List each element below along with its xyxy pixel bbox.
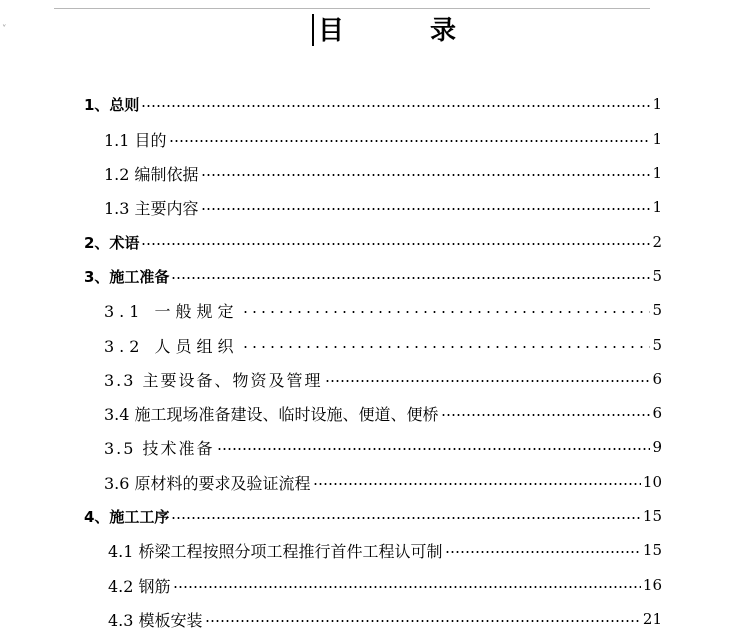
toc-entry-page: 1	[652, 164, 662, 182]
toc-entry-page: 5	[652, 267, 662, 285]
toc-leader	[169, 140, 651, 142]
toc-leader	[141, 243, 650, 245]
toc-entry-label: 3.6 原材料的要求及验证流程	[104, 473, 311, 493]
toc-entry-page: 16	[642, 576, 662, 594]
toc-entry-label: 4.2 钢筋	[108, 576, 171, 596]
toc-entry-label: 4.1 桥梁工程按照分项工程推行首件工程认可制	[108, 541, 443, 561]
toc-entry[interactable]	[104, 161, 662, 185]
toc-entry-page: 2	[652, 233, 662, 251]
toc-leader	[205, 620, 641, 622]
toc-entry[interactable]	[104, 333, 662, 357]
toc-entry-label: 1.3 主要内容	[104, 198, 199, 218]
toc-entry-label: 3.3 主要设备、物资及管理	[104, 370, 323, 390]
toc-leader	[173, 586, 641, 588]
toc-entry-label: 1.2 编制依据	[104, 164, 199, 184]
toc-entry-label: 3.4 施工现场准备建设、临时设施、便道、便桥	[104, 404, 439, 424]
toc-entry-label: 3、施工准备	[84, 267, 170, 286]
toc-leader	[241, 311, 651, 313]
toc-entry[interactable]	[84, 264, 662, 288]
toc-entry-label: 2、术语	[84, 233, 140, 252]
toc-entry[interactable]	[84, 504, 662, 528]
toc-leader	[217, 448, 651, 450]
toc-entry-label: 4.3 模板安装	[108, 610, 203, 630]
toc-entry[interactable]	[104, 195, 662, 219]
toc-entry[interactable]	[108, 538, 662, 562]
text-cursor	[312, 14, 314, 46]
toc-leader	[241, 346, 651, 348]
toc-entry-label: 3.5 技术准备	[104, 438, 215, 458]
toc-entry[interactable]	[104, 470, 662, 494]
toc-leader	[171, 277, 650, 279]
toc-leader	[201, 174, 651, 176]
toc-leader	[445, 551, 641, 553]
toc-leader	[171, 517, 640, 519]
toc-leader	[201, 208, 651, 210]
toc-leader	[325, 380, 651, 382]
toc-entry[interactable]	[84, 230, 662, 254]
toc-entry-page: 1	[652, 198, 662, 216]
toc-entry-page: 6	[652, 370, 662, 388]
toc-entry[interactable]	[108, 573, 662, 597]
toc-entry-page: 5	[652, 301, 662, 319]
toc-entry-label: 1.1 目的	[104, 130, 167, 150]
toc-entry-page: 15	[642, 541, 662, 559]
toc-entry-label: 3.2 人员组织	[104, 336, 239, 356]
toc-entry-page: 10	[642, 473, 662, 491]
toc-entry-page: 1	[652, 130, 662, 148]
toc-entry[interactable]	[84, 92, 662, 116]
toc-entry[interactable]	[104, 127, 662, 151]
toc-entry-page: 6	[652, 404, 662, 422]
toc-entry[interactable]	[108, 607, 662, 631]
toc-entry-page: 21	[642, 610, 662, 628]
toc-leader	[441, 414, 651, 416]
page-title: 目 录	[318, 16, 487, 46]
toc-entry-label: 3.1 一般规定	[104, 301, 239, 321]
toc-entry-page: 9	[652, 438, 662, 456]
toc-entry-page: 1	[652, 95, 662, 113]
toc-leader	[141, 105, 650, 107]
toc-entry-label: 1、总则	[84, 95, 140, 114]
page-header-rule	[54, 8, 650, 9]
toc-entry[interactable]	[104, 367, 662, 391]
toc-leader	[313, 483, 641, 485]
toc-entry[interactable]	[104, 435, 662, 459]
toc-entry[interactable]	[104, 298, 662, 322]
toc-entry[interactable]	[104, 401, 662, 425]
toc-entry-label: 4、施工工序	[84, 507, 170, 526]
corner-mark: ˅	[2, 25, 7, 35]
toc-entry-page: 15	[642, 507, 662, 525]
toc-entry-page: 5	[652, 336, 662, 354]
